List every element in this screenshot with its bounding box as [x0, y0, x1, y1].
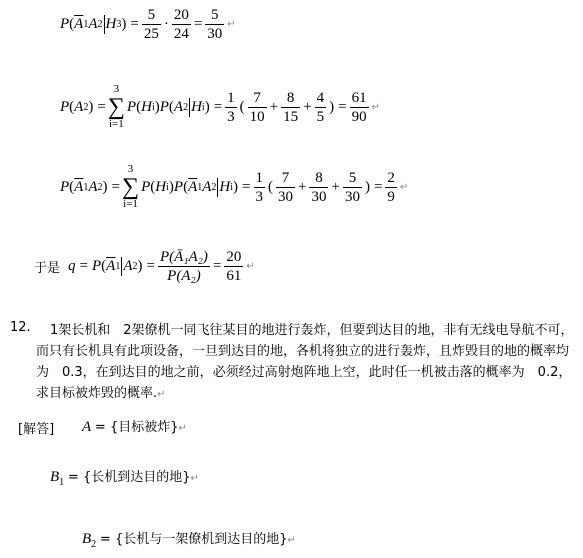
return-mark: ↵ — [190, 473, 199, 484]
return-mark: ↵ — [371, 101, 380, 113]
problem-number: 12. — [10, 320, 31, 335]
fraction: $\frac{20}{24}$ — [173, 7, 189, 42]
event-b2-definition: $B_2$ = {长机与一架僚机到达目的地}↵ — [82, 531, 296, 550]
event-b1-definition: $B_1$ = {长机到达目的地}↵ — [50, 469, 199, 488]
equation-2: P ( A 2 ) = 3 ∑ i=1 P ( H i ) P ( A 2 H i ) = $\frac{1}{3}$ ( $\frac{7}{10}$ + $\frac{8}{15}$ + $\frac{4}{5}$ ) = $\frac{61}{90}$ ↵ — [60, 83, 380, 130]
return-mark: ↵ — [178, 423, 187, 434]
answer-label: [解答] — [18, 422, 55, 437]
problem-text: 1架长机和 2架僚机一同飞往某目的地进行轰炸，但要到达目的地，非有无线电导航不可，而只有长机具有此项设备，一旦到达目的地，各机将独立的进行轰炸，且炸毁目的地的概率均为 0.3，在到达目的地之前，必须经过高射炮阵地上空，此时任一机被击落的概率为 0.2，求目标被炸毁的概率.↵ — [36, 323, 574, 401]
fraction: $\frac{1}{3}$ — [255, 169, 263, 205]
fraction: $\frac{61}{90}$ — [351, 89, 367, 125]
event-a-definition: A = {目标被炸}↵ — [82, 419, 187, 435]
summation-symbol: 3 ∑ i=1 — [107, 83, 125, 130]
return-mark: ↵ — [399, 181, 409, 193]
summation-symbol: 3 ∑ i=1 — [121, 163, 140, 210]
fraction: $\frac{7}{30}$ — [278, 169, 293, 205]
return-mark: ↵ — [227, 19, 236, 30]
fraction: $\frac{5}{25}$ — [143, 7, 159, 42]
prefix-label: 于是 — [34, 261, 61, 276]
fraction: $\frac{4}{5}$ — [316, 89, 325, 125]
return-mark: ↵ — [287, 535, 296, 546]
equation-1: P ( $\overline{A}$ 1 A 2 H 3 ) = $\frac{5}{25}$ · $\frac{20}{24}$ = $\frac{5}{30}$ ↵ — [60, 7, 236, 42]
fraction: $\frac{5}{30}$ — [344, 169, 360, 205]
return-mark: ↵ — [246, 261, 255, 272]
fraction: $\frac{7}{10}$ — [249, 89, 265, 125]
fraction: $\frac{\text{P(Ā₁A₂)}}{\text{P(A₂)}}$ — [159, 249, 208, 284]
equation-3: P ( $\overline{A}$ 1 A 2 ) = 3 ∑ i=1 P ( H i ) P ( $\overline{A}$ 1 A 2 H i ) = $\frac{1}{3}$ ( $\frac{7}{30}$ + $\frac{8}{30}$ + $\frac{5}{30}$ ) = $\frac{2}{9}$ ↵ — [60, 163, 409, 210]
equation-4: 于是 q = P ( $\overline{A}$ 1 A 2 ) = $\frac{\text{P(Ā₁A₂)}}{\text{P(A₂)}}$ = $\frac{20}{61}$ ↵ — [34, 249, 255, 284]
fraction: $\frac{20}{61}$ — [226, 249, 242, 284]
fraction: $\frac{8}{15}$ — [283, 89, 299, 125]
fraction: $\frac{2}{9}$ — [387, 169, 395, 205]
return-mark: ↵ — [157, 389, 166, 400]
fraction: $\frac{1}{3}$ — [227, 89, 235, 125]
fraction: $\frac{8}{30}$ — [311, 169, 327, 205]
fraction: $\frac{5}{30}$ — [207, 7, 223, 42]
